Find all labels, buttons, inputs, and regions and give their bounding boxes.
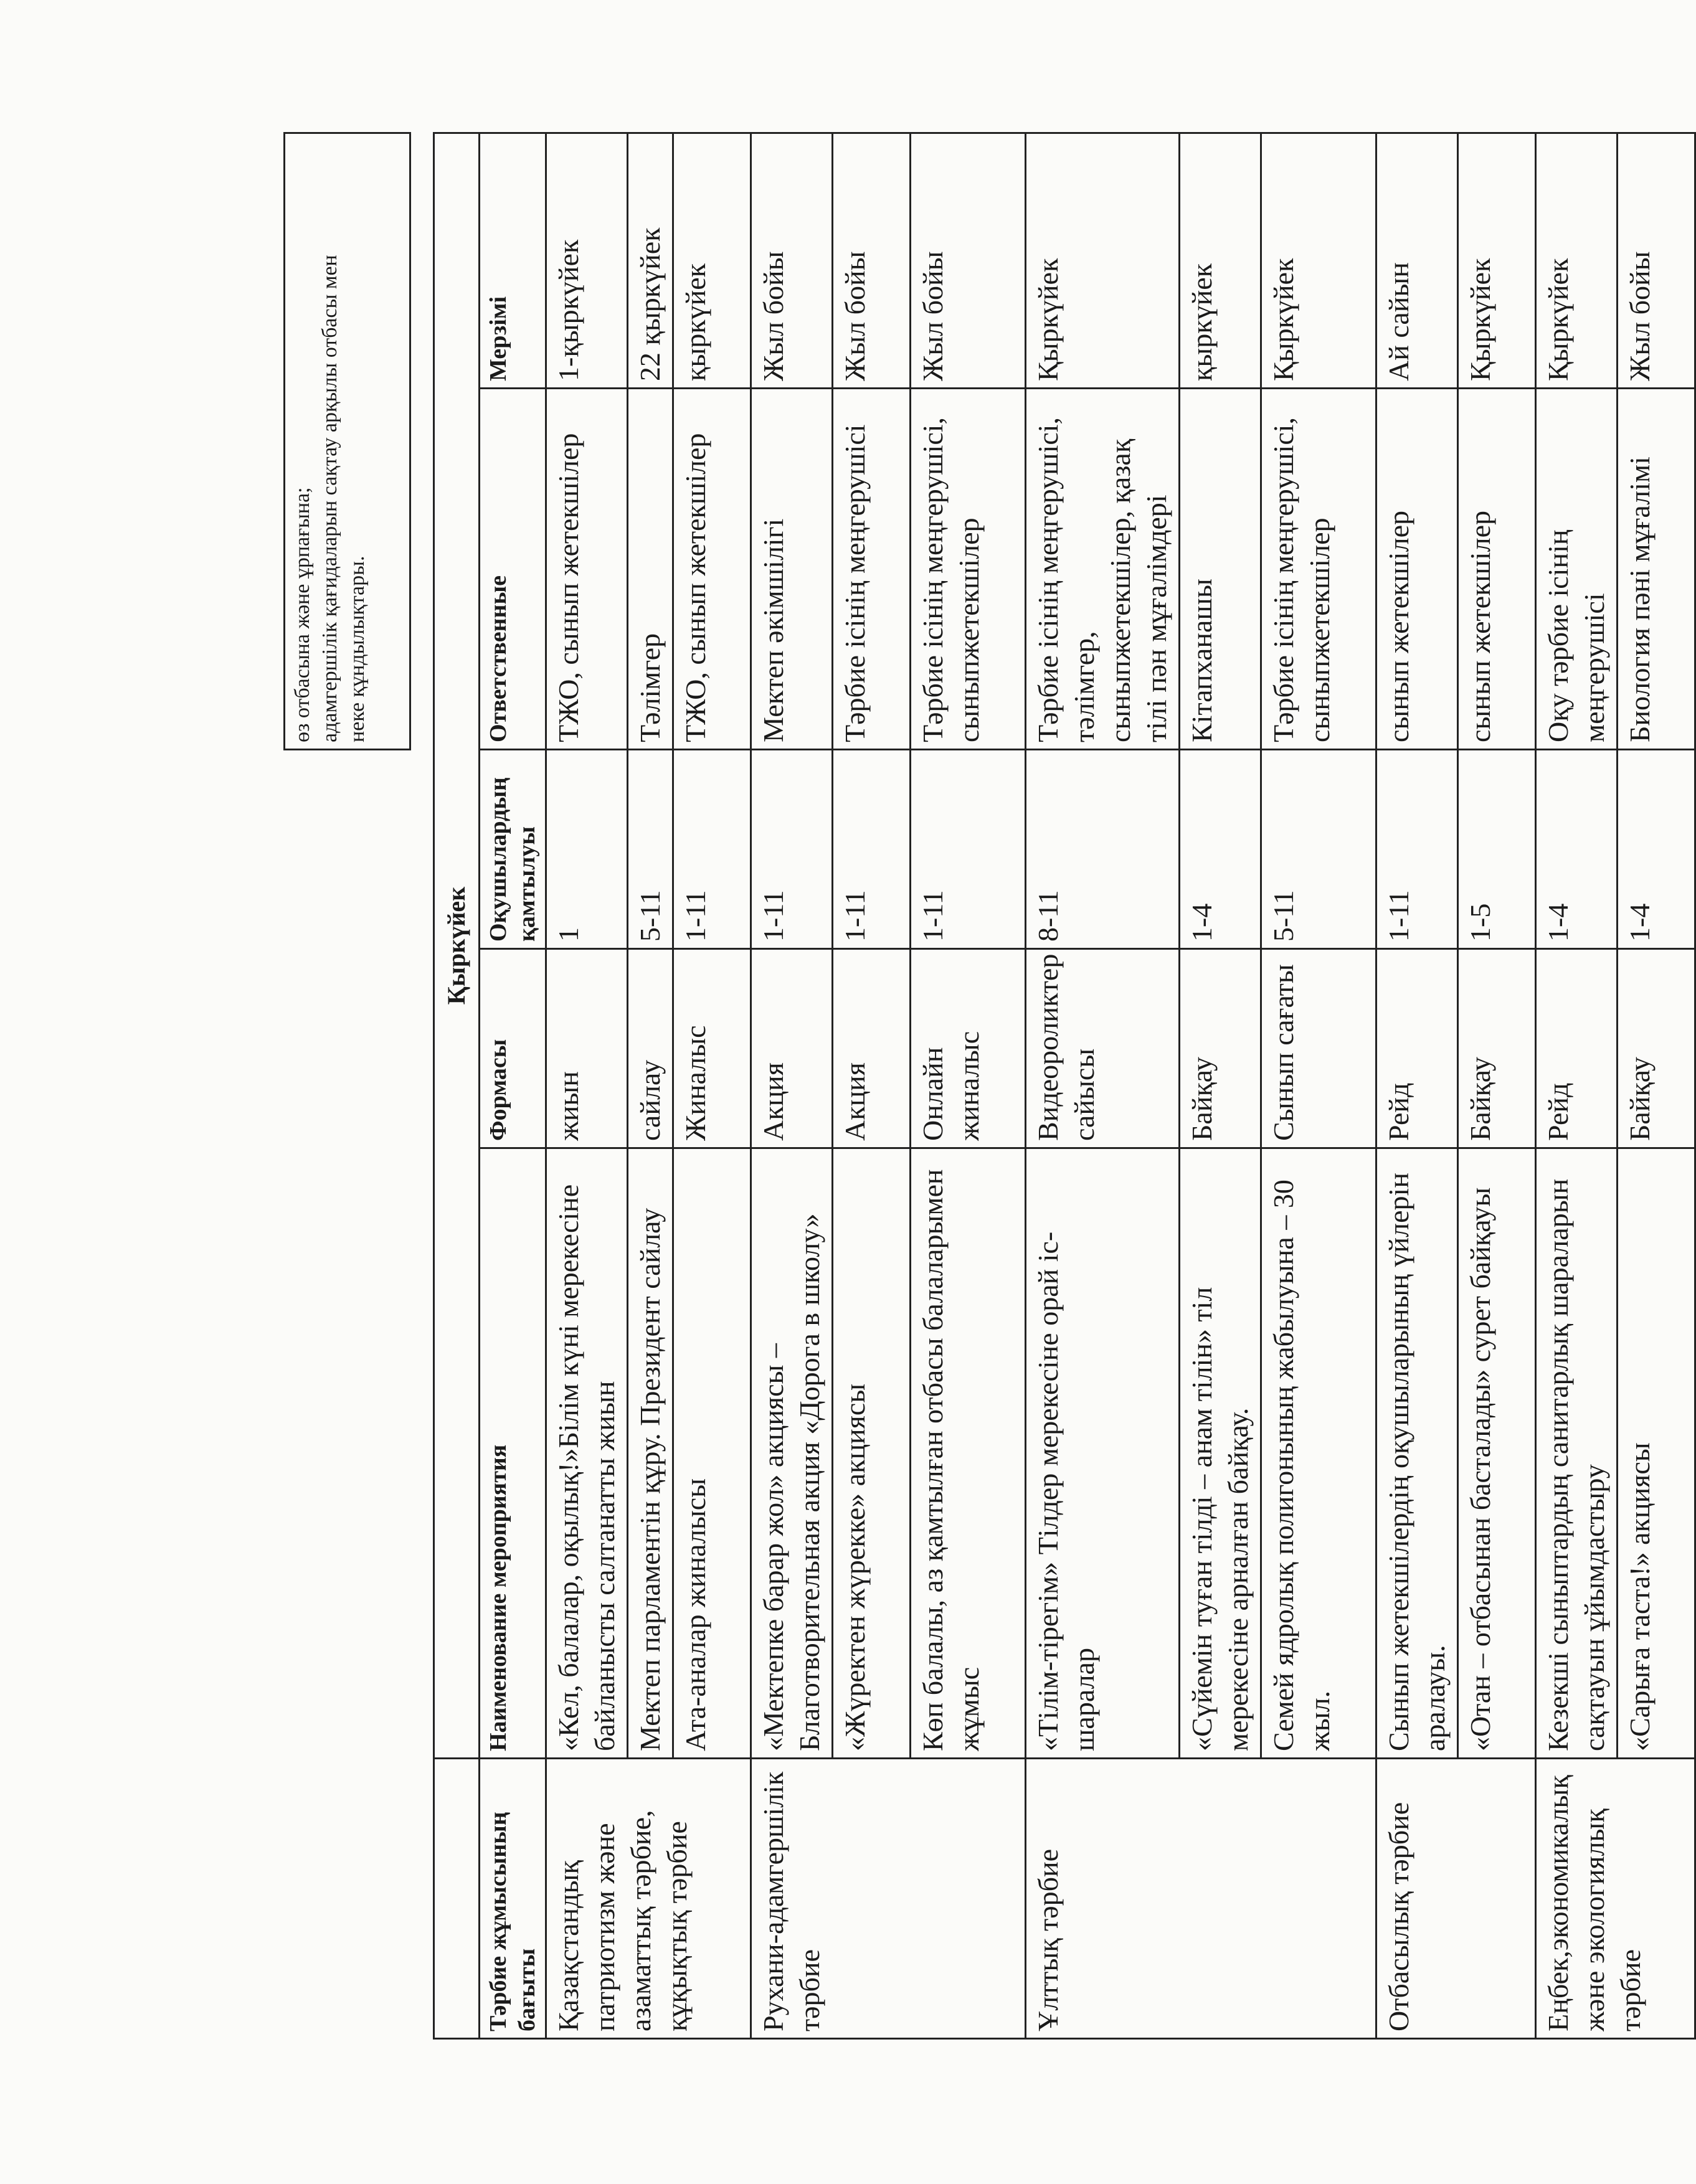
table-row	[1536, 133, 1618, 2039]
form-cell: Жиналыс	[673, 949, 751, 1148]
deadline-cell: 22 қыркүйек	[628, 133, 673, 389]
form-cell: Акция	[751, 949, 833, 1148]
intro-line: неке құндылықтары.	[346, 555, 369, 742]
intro-line: адамгершілік қағидаларын сақтау арқылы отбасы мен	[318, 255, 341, 742]
deadline-cell: Жыл бойы	[833, 133, 911, 389]
grades-cell: 1-5	[1458, 750, 1536, 949]
responsible-cell: Тәрбие ісінің меңгерушісі, тәлімгер, сыныпжетекшілер, қазақ тілі пән мұғалімдері	[1026, 389, 1180, 750]
deadline-cell: Қыркүйек	[1536, 133, 1618, 389]
education-plan-table	[433, 132, 1696, 2040]
month-header: Қыркүйек	[434, 133, 480, 1759]
table-row	[1376, 133, 1458, 2039]
event-cell: «Сүйемін туған тілді – анам тілін» тіл мерекесіне арналған байқау.	[1180, 1148, 1261, 1759]
intro-fragment-table	[283, 132, 411, 750]
responsible-cell: Тәрбие ісінің меңгерушісі, сыныпжетекшілер	[911, 389, 1026, 750]
event-cell: Сынып жетекшілердің оқушыларының үйлерін аралауы.	[1376, 1148, 1458, 1759]
direction-cell: Рухани-адамгершілік тәрбие	[751, 1759, 1026, 2039]
event-cell: «Сарыға таста!» акциясы	[1618, 1148, 1695, 1759]
table-row	[1261, 133, 1376, 2039]
direction-cell: Отбасылық тәрбие	[1376, 1759, 1536, 2039]
responsible-cell: Оқу тәрбие ісінің меңгерушісі	[1536, 389, 1618, 750]
grades-cell: 1-4	[1618, 750, 1695, 949]
direction-cell: Қазақстандық патриотизм және азаматтық тәрбие, құқықтық тәрбие	[546, 1759, 751, 2039]
form-cell: сайлау	[628, 949, 673, 1148]
deadline-cell: Қыркүйек	[1026, 133, 1180, 389]
form-cell: Сынып сағаты	[1261, 949, 1376, 1148]
table-row	[911, 133, 1026, 2039]
grades-cell: 1-11	[751, 750, 833, 949]
form-cell: Рейд	[1376, 949, 1458, 1148]
intro-cell	[285, 133, 410, 750]
grades-cell: 1-11	[833, 750, 911, 949]
responsible-cell: сынып жетекшілер	[1376, 389, 1458, 750]
table-row	[1180, 133, 1261, 2039]
event-cell: «Тілім-тірегім» Тілдер мерекесіне орай іс-шаралар	[1026, 1148, 1180, 1759]
event-cell: Көп балалы, аз қамтылған отбасы балаларымен жұмыс	[911, 1148, 1026, 1759]
col-header-event: Наименование мероприятия	[480, 1148, 546, 1759]
responsible-cell: Кітапханашы	[1180, 389, 1261, 750]
event-cell: «Мектепке барар жол» акциясы – Благотворительная акция «Дорога в школу»	[751, 1148, 833, 1759]
form-cell: Байқау	[1458, 949, 1536, 1148]
table-row	[1618, 133, 1695, 2039]
grades-cell: 8-11	[1026, 750, 1180, 949]
col-header-direction: Тәрбие жұмысының бағыты	[480, 1759, 546, 2039]
table-row	[673, 133, 751, 2039]
event-cell: «Жүректен жүрекке» акциясы	[833, 1148, 911, 1759]
table-row	[751, 133, 833, 2039]
deadline-cell: Жыл бойы	[911, 133, 1026, 389]
deadline-cell: Қыркүйек	[1261, 133, 1376, 389]
deadline-cell: Жыл бойы	[1618, 133, 1695, 389]
table-row	[1026, 133, 1180, 2039]
grades-cell: 1-4	[1536, 750, 1618, 949]
deadline-cell: қыркүйек	[673, 133, 751, 389]
event-cell: «Отан – отбасынан басталады» сурет байқауы	[1458, 1148, 1536, 1759]
form-cell: Байқау	[1618, 949, 1695, 1148]
grades-cell: 1-11	[1376, 750, 1458, 949]
rotated-document-page	[283, 134, 1656, 2040]
responsible-cell: ТЖО, сынып жетекшілер	[673, 389, 751, 750]
event-cell: Кезекші сыныптардың санитарлық шараларын сақтауын ұйымдастыру	[1536, 1148, 1618, 1759]
responsible-cell: Биология пәні мұғалімі	[1618, 389, 1695, 750]
event-cell: Ата-аналар жиналысы	[673, 1148, 751, 1759]
grades-cell: 5-11	[1261, 750, 1376, 949]
event-cell: Мектеп парламентін құру. Президент сайлау	[628, 1148, 673, 1759]
responsible-cell: сынып жетекшілер	[1458, 389, 1536, 750]
event-cell: Семей ядролық полигонының жабылуына – 30 жыл.	[1261, 1148, 1376, 1759]
deadline-cell: Қыркүйек	[1458, 133, 1536, 389]
responsible-cell: Тәрбие ісінің меңгерушісі	[833, 389, 911, 750]
intro-line: өз отбасына және ұрпағына;	[291, 487, 314, 742]
form-cell: Рейд	[1536, 949, 1618, 1148]
direction-cell: Еңбек,экономикалық және экологиялық тәрбие	[1536, 1759, 1695, 2039]
deadline-cell: Ай сайын	[1376, 133, 1458, 389]
form-cell: жиын	[546, 949, 628, 1148]
deadline-cell: қыркүйек	[1180, 133, 1261, 389]
month-header-spacer	[434, 1759, 480, 2039]
responsible-cell: ТЖО, сынып жетекшілер	[546, 389, 628, 750]
direction-cell: Ұлттық тәрбие	[1026, 1759, 1376, 2039]
table-row	[628, 133, 673, 2039]
responsible-cell: Тәрбие ісінің меңгерушісі, сыныпжетекшілер	[1261, 389, 1376, 750]
col-header-form: Формасы	[480, 949, 546, 1148]
table-row	[546, 133, 628, 2039]
grades-cell: 1-4	[1180, 750, 1261, 949]
responsible-cell: Тәлімгер	[628, 389, 673, 750]
form-cell: Онлайн жиналыс	[911, 949, 1026, 1148]
grades-cell: 1	[546, 750, 628, 949]
deadline-cell: Жыл бойы	[751, 133, 833, 389]
grades-cell: 1-11	[911, 750, 1026, 949]
col-header-grades: Оқушылардың қамтылуы	[480, 750, 546, 949]
form-cell: Видеороликтер сайысы	[1026, 949, 1180, 1148]
col-header-responsible: Ответственные	[480, 389, 546, 750]
table-row	[833, 133, 911, 2039]
responsible-cell: Мектеп әкімшілігі	[751, 389, 833, 750]
grades-cell: 1-11	[673, 750, 751, 949]
event-cell: «Кел, балалар, оқылық!»Білім күні мерекесіне байланысты салтанатты жиын	[546, 1148, 628, 1759]
deadline-cell: 1-қыркүйек	[546, 133, 628, 389]
form-cell: Байқау	[1180, 949, 1261, 1148]
form-cell: Акция	[833, 949, 911, 1148]
table-row	[1458, 133, 1536, 2039]
col-header-deadline: Мерзімі	[480, 133, 546, 389]
grades-cell: 5-11	[628, 750, 673, 949]
